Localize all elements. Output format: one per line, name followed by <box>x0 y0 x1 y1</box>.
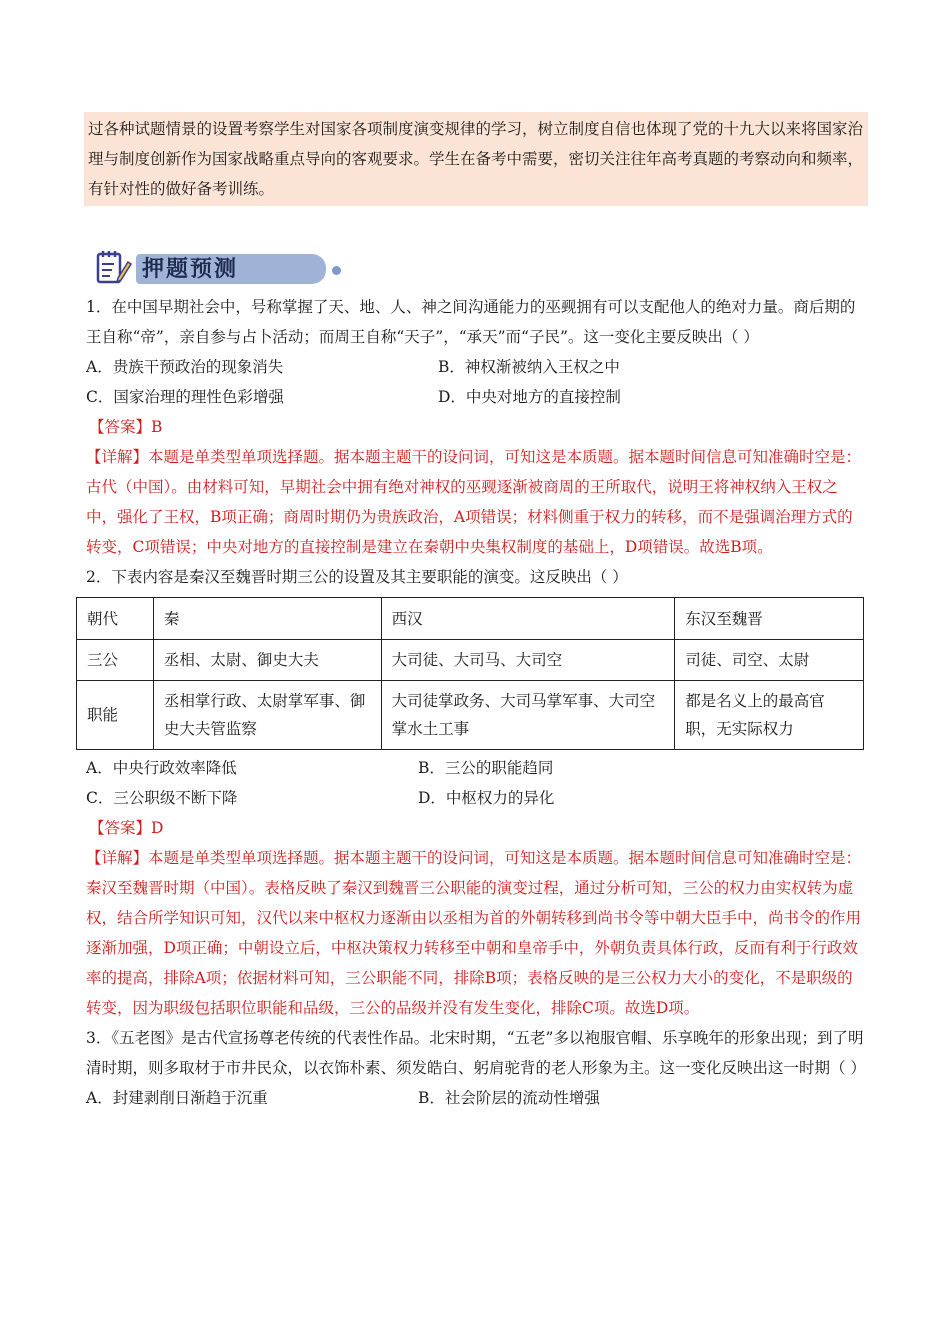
option-a: A．贵族干预政治的现象消失 <box>86 358 284 376</box>
option-c: C．国家治理的理性色彩增强 <box>86 388 284 406</box>
section-banner <box>86 246 864 290</box>
option-b: B．三公的职能趋同 <box>418 759 554 777</box>
table-cell: 大司徒掌政务、大司马掌军事、大司空掌水土工事 <box>381 681 675 750</box>
question-1-stem: 1．在中国早期社会中，号称掌握了天、地、人、神之间沟通能力的巫觋拥有可以支配他人的绝对力量。商后期的王自称“帝”，亲自参与占卜活动；而周王自称“天子”，“承天”而“子民”。这一变化主要反映出（ ） <box>86 298 856 346</box>
option-d: D．中枢权力的异化 <box>418 789 555 807</box>
option-a: A．封建剥削日渐趋于沉重 <box>86 1089 268 1107</box>
table-cell: 司徒、司空、太尉 <box>675 640 864 681</box>
option-a: A．中央行政效率降低 <box>86 759 237 777</box>
question-1-detail: 【详解】本题是单类型单项选择题。据本题主题干的设问词，可知这是本质题。据本题时间信息可知准确时空是：古代（中国）。由材料可知，早期社会中拥有绝对神权的巫觋逐渐被商周的王所取代，说明王将神权纳入王权之中，强化了王权，B项正确；商周时期仍为贵族政治，A项错误；材料侧重于权力的转移，而不是强调治理方式的转变，C项错误；中央对地方的直接控制是建立在秦朝中央集权制度的基础上，D项错误。故选B项。 <box>86 448 862 556</box>
table-row <box>77 640 864 681</box>
table-cell: 都是名义上的最高官职，无实际权力 <box>675 681 864 750</box>
banner-dot <box>332 266 341 275</box>
question-3-options-row-1 <box>86 1083 864 1113</box>
option-c: C．三公职级不断下降 <box>86 789 238 807</box>
question-1-options-row-2 <box>86 382 864 412</box>
option-b: B．神权渐被纳入王权之中 <box>438 358 620 376</box>
table-cell: 三公 <box>77 640 154 681</box>
question-1-answer: 【答案】B <box>89 418 163 436</box>
table-header-row <box>77 598 864 640</box>
table-row <box>77 681 864 750</box>
table-cell: 丞相掌行政、太尉掌军事、御史大夫管监察 <box>153 681 381 750</box>
question-1-options-row-1 <box>86 352 864 382</box>
table-cell: 职能 <box>77 681 154 750</box>
banner-title: 押题预测 <box>142 257 239 282</box>
notepad-pencil-icon <box>94 248 132 286</box>
table-cell: 西汉 <box>381 598 675 640</box>
question-2-options-row-2 <box>86 783 864 813</box>
question-2-options-row-1 <box>86 753 864 783</box>
document-page <box>86 112 864 1113</box>
table-cell: 朝代 <box>77 598 154 640</box>
question-3-stem: 3．《五老图》是古代宣扬尊老传统的代表性作品。北宋时期，“五老”多以袍服官帽、乐享晚年的形象出现；到了明清时期，则多取材于市井民众，以衣饰朴素、须发皓白、躬肩驼背的老人形象为主。这一变化反映出这一时期（ ） <box>86 1029 866 1077</box>
question-2-table <box>76 597 864 750</box>
table-cell: 秦 <box>153 598 381 640</box>
option-b: B．社会阶层的流动性增强 <box>418 1089 600 1107</box>
question-2-stem: 2．下表内容是秦汉至魏晋时期三公的设置及其主要职能的演变。这反映出（ ） <box>86 568 628 586</box>
question-2-detail: 【详解】本题是单类型单项选择题。据本题主题干的设问词，可知这是本质题。据本题时间信息可知准确时空是：秦汉至魏晋时期（中国）。表格反映了秦汉到魏晋三公职能的演变过程，通过分析可知，三公的权力由实权转为虚权，结合所学知识可知，汉代以来中枢权力逐渐由以丞相为首的外朝转移到尚书令等中朝大臣手中，尚书令的作用逐渐加强，D项正确；中朝设立后，中枢决策权力转移至中朝和皇帝手中，外朝负责具体行政，反而有利于行政效率的提高，排除A项；依据材料可知，三公职能不同，排除B项；表格反映的是三公权力大小的变化，不是职级的转变，因为职级包括职位职能和品级，三公的品级并没有发生变化，排除C项。故选D项。 <box>86 849 862 1017</box>
question-2-answer: 【答案】D <box>89 819 164 837</box>
table-cell: 丞相、太尉、御史大夫 <box>153 640 381 681</box>
option-d: D．中央对地方的直接控制 <box>438 388 621 406</box>
table-cell: 东汉至魏晋 <box>675 598 864 640</box>
table-cell: 大司徒、大司马、大司空 <box>381 640 675 681</box>
intro-paragraph: 过各种试题情景的设置考察学生对国家各项制度演变规律的学习，树立制度自信也体现了党的十九大以来将国家治理与制度创新作为国家战略重点导向的客观要求。学生在备考中需要，密切关注往年高考真题的考察动向和频率，有针对性的做好备考训练。 <box>84 112 868 206</box>
